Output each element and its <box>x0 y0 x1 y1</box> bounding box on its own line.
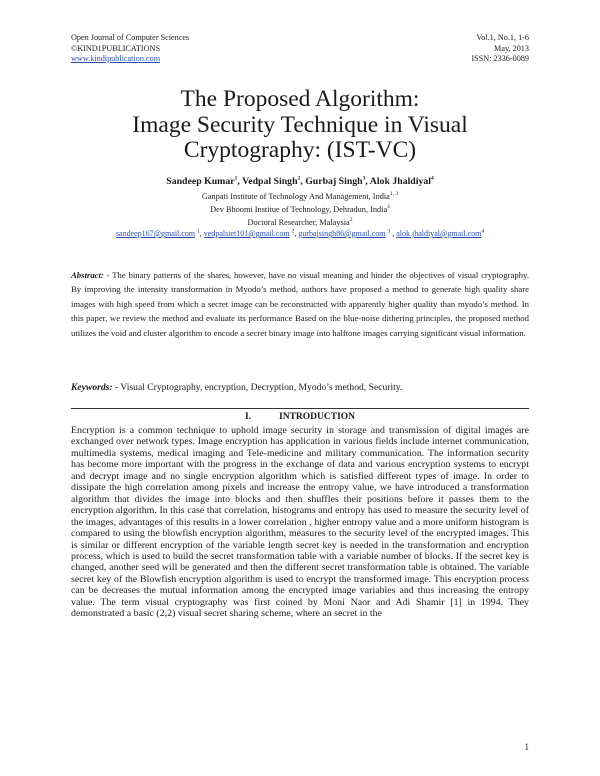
affiliation-1 <box>40 192 560 201</box>
title-line-1: The Proposed Algorithm: <box>180 86 420 112</box>
section-title: INTRODUCTION <box>279 412 356 422</box>
affiliation-3 <box>40 218 560 227</box>
title-line-2: Image Security Technique in Visual <box>132 111 468 138</box>
email-mark: 2 <box>291 228 295 235</box>
affiliation-mark: 4 <box>387 204 390 211</box>
keywords <box>71 382 529 393</box>
journal-name: Open Journal of Computer Sciences <box>71 33 190 42</box>
abstract <box>71 268 529 340</box>
author-mark: 3 <box>362 175 366 182</box>
header-right <box>471 33 529 65</box>
email-mark: 1 <box>197 228 200 235</box>
email-list: sandeep167@gmail.com $^1$, vedpalsiet101@gmail.com $^2$, gurbajsingh86@gmail.com $^3$ , alok.jhaldiyal@gmail.com$^4$ <box>115 228 485 238</box>
page-number: 1 <box>524 742 529 752</box>
email-link[interactable]: sandeep167@gmail.com <box>115 229 196 238</box>
author-mark: 4 <box>431 175 434 182</box>
author-name: Alok Jhaldiyal <box>369 176 431 187</box>
publisher-name: ©KIND1PUBLICATIONS <box>71 43 161 53</box>
section-divider <box>71 408 529 409</box>
section-heading <box>71 412 529 422</box>
issn: ISSN: 2336-0089 <box>471 54 529 64</box>
keywords-text: Visual Cryptography, encryption, Decryption, Myodo’s method, Security. <box>120 382 403 393</box>
abstract-label: Abstract: - <box>71 270 110 280</box>
email-link[interactable]: alok.jhaldiyal@gmail.com <box>396 229 482 238</box>
paper-title <box>60 87 540 164</box>
email-link[interactable]: vedpalsiet101@gmail.com <box>203 229 290 238</box>
section-number: I. <box>244 412 252 422</box>
affiliation-mark: 2 <box>349 217 353 224</box>
affiliation-text: Ganpati Institute of Technology And Management, India <box>201 192 390 201</box>
author-name: Vedpal Singh <box>242 176 298 187</box>
author-name: Gurbaj Singh <box>305 176 363 187</box>
author-name: Sandeep Kumar <box>166 176 235 187</box>
website-link[interactable]: www.kindipublication.com <box>71 54 161 64</box>
affiliation-text: Dev Bhoomi Institue of Technology, Dehradun, India <box>210 205 388 214</box>
volume-info: Vol.1, No.1, 1-6 <box>476 33 529 42</box>
author-list: Sandeep Kumar$^1$, Vedpal Singh$^2$, Gurbaj Singh$^3$, Alok Jhaldiyal$^4$ <box>166 175 434 187</box>
affiliation-mark: 1, 3 <box>389 191 399 198</box>
title-line-3: Cryptography: (IST-VC) <box>183 137 417 163</box>
publication-date: May, 2013 <box>494 43 529 53</box>
email-link[interactable]: gurbajsingh86@gmail.com <box>298 229 386 238</box>
email-mark: 4 <box>481 228 485 235</box>
affiliation-text: Doctoral Researcher, Malaysia <box>247 218 350 227</box>
affiliation-2 <box>40 205 560 214</box>
email-mark: 3 <box>387 228 391 235</box>
keywords-label: Keywords: - <box>71 382 119 393</box>
author-mark: 2 <box>297 175 301 182</box>
abstract-text: The binary patterns of the shares, however, have no visual meaning and hinder the objectives of visual cryptography. By improving the intensity transformation in Myodo’s method, authors have proposed a method to generate high quality share images with high speed from which a secret image can be reconstructed with apparently higher quality than myodo’s method. In this paper, we review the method and evaluate its performance Based on the blue-noise dithering principles, the proposed method utilizes the void and cluster algorithm to encode a secret binary image into halftone images carrying significant visual information. <box>71 270 530 338</box>
author-mark: 1 <box>234 175 238 182</box>
header-left <box>71 33 189 65</box>
introduction-body: Encryption is a common technique to uphold image security in storage and transmission of digital images are exchanged over network types. Image encryption has application in various fields include internet communication, multimedia systems, medical imaging and Tele-medicine and military communication. The information security has become more important with the progress in the exchange of data and various encryption systems to encrypt and decrypt image and no single encryption algorithm which is satisfied different types of image. In order to dissipate the high correlation among pixels and increase the entropy value, we have introduced a transformation algorithm that divides the image into blocks and then shuffles their positions before it passes them to the encryption algorithm. In this case that correlation, histograms and entropy has used to measure the security level of the images, advantages of this results in a lower correlation , higher entropy value and a more uniform histogram is compared to using the blowfish encryption algorithm, measures to the security level of the encrypted images. This is similar or different encryption of the variable length secret key is needed in the transformation and encryption process, which is used to build the secret transformation table with a variable number of blocks. If the secret key is changed, another seed will be generated and then the different secret transformation table is obtained. The variable secret key of the Blowfish encryption algorithm is used to encrypt the transformed image. This encryption process can be decreases the mutual information among the encrypted image variables and thus increasing the entropy value. The term visual cryptography was first coined by Moni Naor and Adi Shamir [1] in 1994. They demonstrated a basic (2,2) visual secret sharing scheme, where an secret in the <box>71 425 529 620</box>
